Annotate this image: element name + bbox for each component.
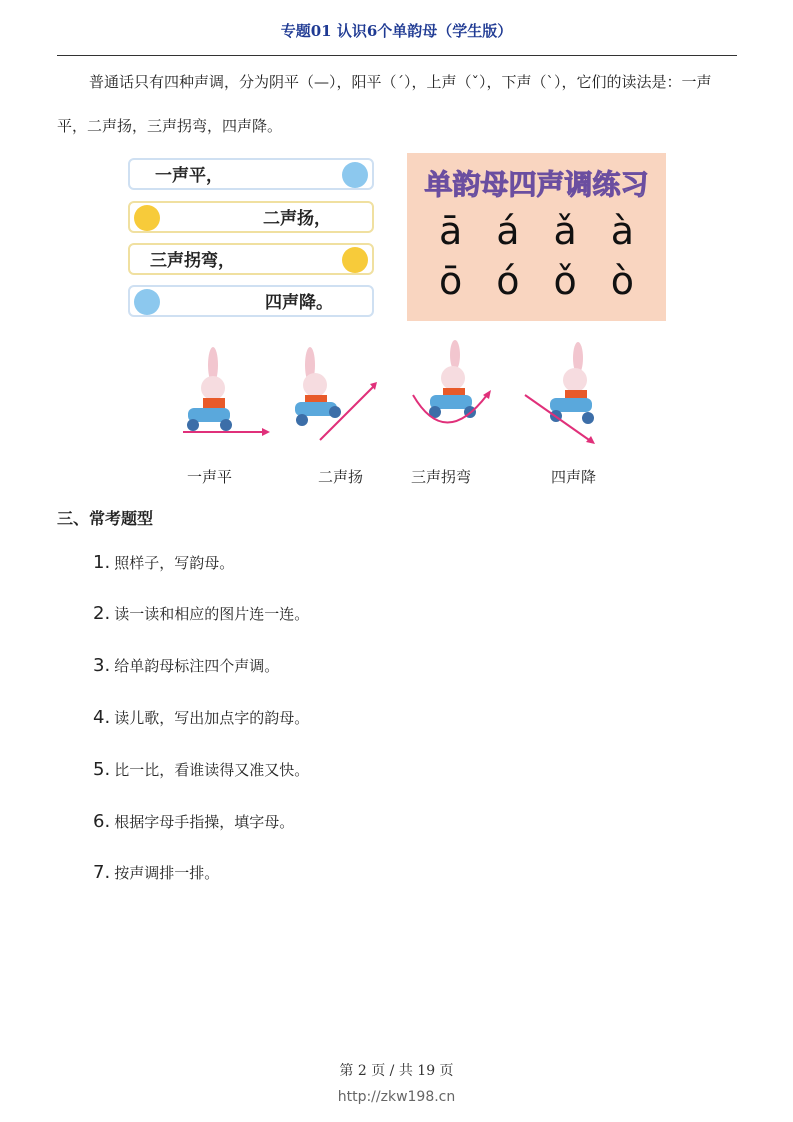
pinyin: ō: [439, 259, 463, 303]
question-number: 1.: [93, 552, 111, 573]
tone-card-text: 二声扬，: [263, 209, 331, 229]
bunny-bike-rising-image: [280, 340, 380, 450]
header-divider: [57, 55, 737, 56]
bunny-bike-flat-image: [178, 340, 278, 450]
bunny-bike-falling-image: [520, 340, 620, 450]
practice-row-a: [407, 209, 666, 253]
question-text: 比一比，看谁读得又准又快。: [114, 761, 310, 779]
page-header: 专题01 认识6个单韵母（学生版）: [280, 22, 513, 40]
question-text: 给单韵母标注四个声调。: [114, 657, 280, 675]
tone-card-4: [128, 285, 374, 317]
tone-card-2: [128, 201, 374, 233]
cat-icon: [342, 247, 368, 273]
bunny-bike-dip-image: [405, 340, 505, 450]
question-number: 2.: [93, 603, 111, 624]
question-text: 按声调排一排。: [114, 864, 220, 882]
question-text: 照样子，写韵母。: [114, 554, 235, 572]
practice-row-o: [407, 259, 666, 303]
question-number: 4.: [93, 707, 111, 728]
question-item: [93, 603, 309, 624]
question-number: 6.: [93, 811, 111, 832]
intro-paragraph: 普通话只有四种声调，分为阴平（—），阳平（ˊ），上声（ˇ），下声（ˋ），它们的读法是：一声平，二声扬，三声拐弯，四声降。: [57, 73, 712, 135]
bike-label: 二声扬: [318, 468, 364, 486]
tone-card-text: 一声平，: [155, 166, 223, 186]
pinyin: ǎ: [553, 209, 577, 253]
question-item: [93, 811, 294, 832]
question-item: [93, 552, 234, 573]
bike-label: 一声平: [187, 468, 233, 486]
pinyin: ó: [496, 259, 520, 303]
tone-card-text: 四声降。: [265, 293, 333, 313]
question-text: 读儿歌，写出加点字的韵母。: [114, 709, 310, 727]
section-heading: 三、常考题型: [57, 509, 154, 528]
tone-card-3: [128, 243, 374, 275]
question-item: [93, 862, 219, 883]
practice-title: 单韵母四声调练习: [424, 168, 649, 201]
pinyin: ǒ: [553, 259, 577, 303]
pinyin: ò: [610, 259, 634, 303]
bike-label: 四声降: [551, 468, 597, 486]
tone-card-1: [128, 158, 374, 190]
question-item: [93, 707, 309, 728]
question-text: 根据字母手指操，填字母。: [114, 813, 295, 831]
pinyin: à: [610, 209, 635, 253]
pinyin: á: [496, 209, 520, 253]
cat-icon: [134, 289, 160, 315]
cat-icon: [134, 205, 160, 231]
question-item: [93, 655, 279, 676]
tone-card-text: 三声拐弯，: [150, 251, 235, 271]
question-text: 读一读和相应的图片连一连。: [114, 605, 310, 623]
watermark: http://zkw198.cn: [337, 1089, 456, 1105]
cat-icon: [342, 162, 368, 188]
tone-practice-image: [407, 153, 666, 321]
question-number: 3.: [93, 655, 111, 676]
pinyin: ā: [438, 209, 463, 253]
question-number: 7.: [93, 862, 111, 883]
question-number: 5.: [93, 759, 111, 780]
page-footer: 第 2 页 / 共 19 页: [339, 1063, 454, 1079]
question-item: [93, 759, 309, 780]
bike-label: 三声拐弯: [411, 468, 472, 486]
